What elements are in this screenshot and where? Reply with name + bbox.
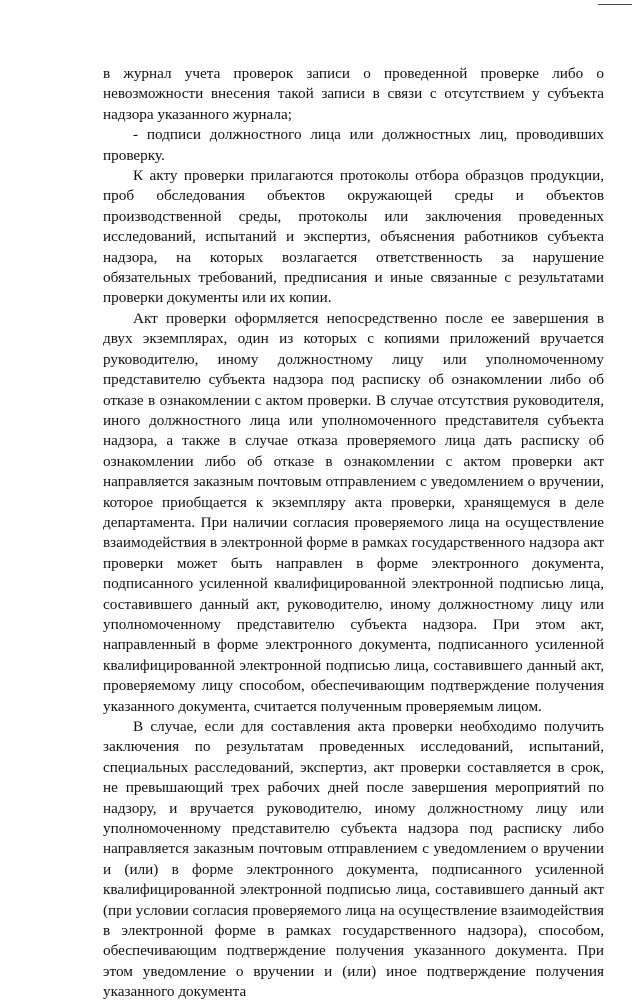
paragraph-act-deadline: В случае, если для составления акта проверки необходимо получить заключения по результатам проведенных исследований, испытаний, специальных расследований, экспертиз, акт проверки составляется в срок, не превышающий трех рабочих дней после завершения мероприятий по надзору, и вручается руководителю, иному должностному лицу или уполномоченному представителю субъекта надзора под расписку либо направляется заказным почтовым отправлением с уведомлением о вручении и (или) в форме электронного документа, подписанного усиленной квалифицированной электронной подписью лица, составившего данный акт (при условии согласия проверяемого лица на осуществление взаимодействия в электронной форме в рамках государственного надзора), способом, обеспечивающим подтверждение получения указанного документа. При этом уведомление о вручении и (или) иное подтверждение получения указанного документа [103, 718, 604, 1001]
document-body [103, 64, 604, 1003]
scan-corner-mark [598, 4, 632, 5]
paragraph-attachments: К акту проверки прилагаются протоколы отбора образцов продукции, проб обследования объектов окружающей среды и объектов производственной среды, протоколы или заключения проведенных исследований, испытаний и экспертиз, объяснения работников субъекта надзора, на которых возлагается ответственность за нарушение обязательных требований, предписания и иные связанные с результатами проверки документы или их копии. [103, 167, 604, 307]
paragraph-act-drawing-up: Акт проверки оформляется непосредственно после ее завершения в двух экземплярах, один из которых с копиями приложений вручается руководителю, иному должностному лицу или уполномоченному представителю субъекта надзора под расписку об ознакомлении либо об отказе в ознакомлении с актом проверки. В случае отсутствия руководителя, иного должностного лица или уполномоченного представителя субъекта надзора, а также в случае отказа проверяемого лица дать расписку об ознакомлении либо об отказе в ознакомлении с актом проверки акт направляется заказным почтовым отправлением с уведомлением о вручении, которое приобщается к экземпляру акта проверки, хранящемуся в деле департамента. При наличии согласия проверяемого лица на осуществление взаимодействия в электронной форме в рамках государственного надзора акт проверки может быть направлен в форме электронного документа, подписанного усиленной квалифицированной электронной подписью лица, составившего данный акт, руководителю, иному должностному лицу или уполномоченному представителю субъекта надзора. При этом акт, направленный в форме электронного документа, подписанного усиленной квалифицированной электронной подписью лица, составившего данный акт, проверяемому лицу способом, обеспечивающим подтверждение получения указанного документа, считается полученным проверяемым лицом. [103, 309, 604, 715]
paragraph-journal-entry: в журнал учета проверок записи о проведенной проверке либо о невозможности внесения такой записи в связи с отсутствием у субъекта надзора указанного журнала; [103, 65, 604, 123]
paragraph-signatures: - подписи должностного лица или должностных лиц, проводивших проверку. [103, 126, 604, 164]
